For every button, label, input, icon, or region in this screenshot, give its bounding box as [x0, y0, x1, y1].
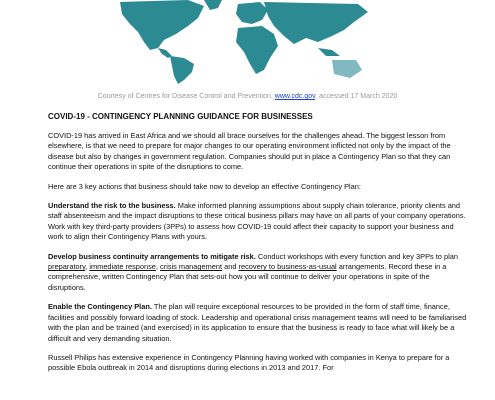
action-3-heading: Enable the Contingency Plan. [48, 302, 152, 312]
link-recovery-to-bau[interactable]: recovery to business-as-usual [238, 262, 337, 272]
sep-2: , [155, 262, 161, 272]
action-1-heading: Understand the risk to the business. [48, 201, 176, 211]
paragraph-action-3 [48, 302, 468, 344]
image-caption [0, 92, 495, 101]
link-crisis-management[interactable]: crisis management [160, 262, 223, 272]
caption-prefix: Courtesy of Centres for Disease Control and Prevention, [97, 93, 275, 100]
cdc-link[interactable]: www.cdc.gov [274, 93, 316, 100]
world-map-image [118, 0, 378, 84]
document-title: COVID-19 - CONTINGENCY PLANNING GUIDANCE FOR BUSINESSES [48, 112, 313, 121]
paragraph-action-1 [48, 201, 468, 243]
action-2-intro: Conduct workshops with every function and key 3PPs to plan [255, 251, 458, 261]
paragraph-closing: Russell Philips has extensive experience in Contingency Planning having worked with companies in Kenya to prepare for a possible Ebola outbreak in 2014 and disruptions during elections in 2013 and 2017. For [48, 352, 450, 373]
action-2-rest: arrangements. Record these in a comprehensive, written Contingency Plan that sets-out how you will continue to deliver your operations in spite of the disruptions. [48, 262, 447, 292]
link-preparatory[interactable]: preparatory [48, 262, 86, 272]
paragraph-key-actions: Here are 3 key actions that business should take now to develop an effective Contingency Plan: [48, 181, 361, 191]
paragraph-intro: COVID-19 has arrived in East Africa and we should all brace ourselves for the challenges ahead. The biggest lesson from elsewhere, is that we need to prepare for major changes to our operating environment inflicted not only by the impact of the disease but also by changes in government regulation. Companies should put in place a Contingency Plan so that they can continue their operations in spite of the disruptions to come. [48, 131, 451, 172]
action-2-heading: Develop business continuity arrangements to mitigate risk. [48, 251, 256, 261]
link-immediate-response[interactable]: immediate response [89, 262, 156, 272]
caption-suffix: , accessed 17 March 2020 [315, 93, 398, 100]
action-1-body: Make informed planning assumptions about supply chain tolerance, priority clients and staff absenteeism and the impact disruptions to these critical business pillars may have on all parts of your company operations. Work with key third-party providers (3PPs) to assess how COVID-19 could affect their capacity to support your business and work to align their Contingency Plans with yours. [48, 201, 466, 242]
sep-3: and [222, 262, 239, 272]
action-3-body: The plan will require exceptional resources to be provided in the form of staff time, finance, facilities and possibly forward loading of stock. Leadership and operational crisis management teams will need to be familiarised with the plan and be trained (and exercised) in its application to ensure that the business is ready to face what will likely be a difficult and very demanding situation. [48, 302, 467, 343]
sep-1: , [85, 262, 90, 272]
paragraph-action-2 [48, 252, 468, 294]
document-body [48, 112, 468, 383]
